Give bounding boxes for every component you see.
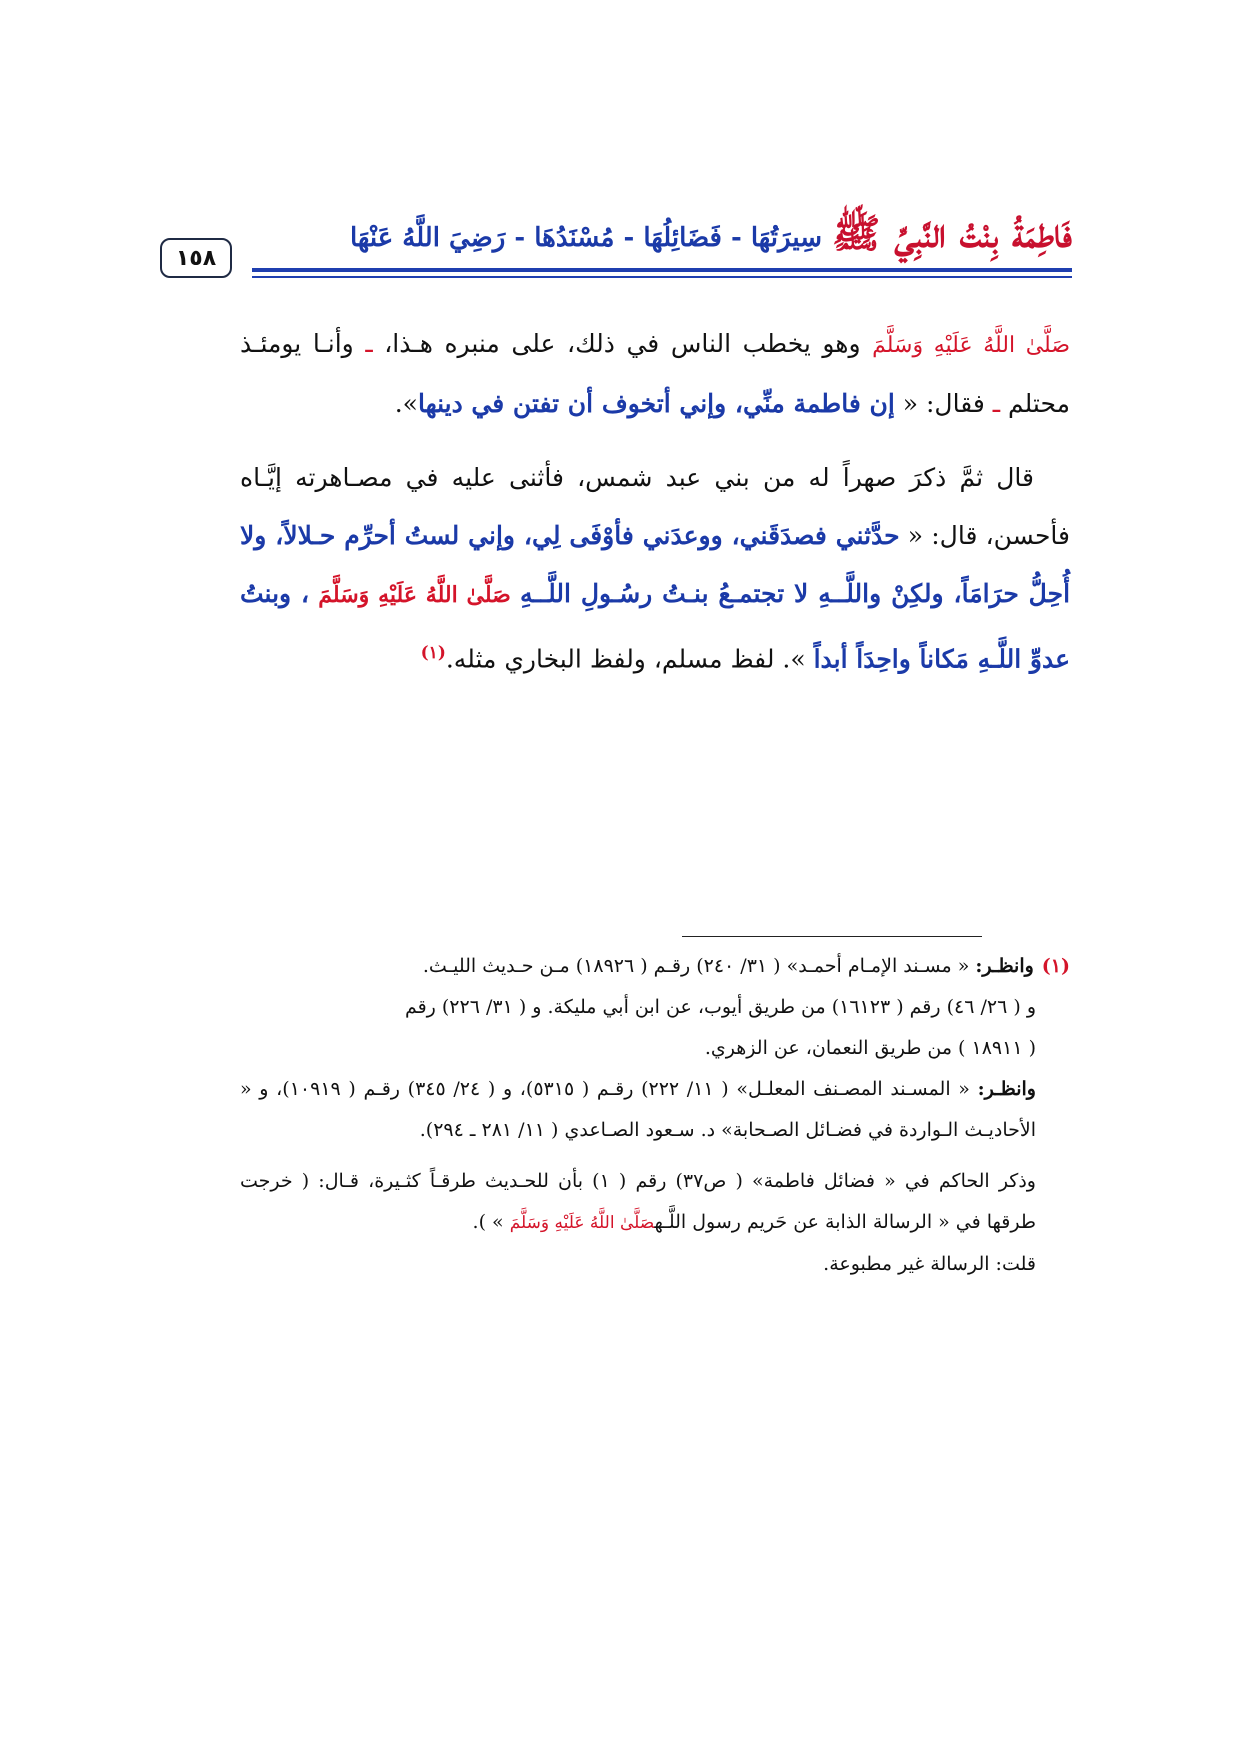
hadith-quote-1: إن فاطمة منِّي، وإني أتخوف أن تفتن في دينها bbox=[417, 389, 895, 418]
main-text bbox=[240, 315, 1070, 688]
book-title: فَاطِمَةُ بِنْتُ النَّبِيِّ ﷺ bbox=[832, 210, 1072, 257]
paragraph-2 bbox=[240, 449, 1070, 688]
header-rule-thick bbox=[252, 268, 1072, 272]
salutation-glyph: صَلَّىٰ اللَّهُ عَلَيْهِ وَسَلَّمَ bbox=[872, 333, 1071, 358]
footnote-text: « المسـند المصـنف المعلـل» ( ١١/ ٢٢٢) رقـم ( ٥٣١٥)، و ( ٢٤/ ٣٤٥) رقـم ( ١٠٩١٩)، و « الأحاديـث الـواردة في فضـائل الصـحابة» د. سـعود الصـاعدي ( ١١/ ٢٨١ ـ ٢٩٤). bbox=[240, 1078, 1036, 1141]
footnote-3 bbox=[240, 1161, 1070, 1244]
footnote-label: وانظـر: bbox=[975, 955, 1034, 977]
footnote-text: ( ١٨٩١١ ) من طريق النعمان، عن الزهري. bbox=[704, 1037, 1036, 1059]
p1-text-b: وأنـا يومئـذ محتلم bbox=[240, 329, 1070, 418]
footnote-4 bbox=[240, 1244, 1070, 1285]
p1-dash-2: ـ bbox=[992, 389, 1001, 418]
header-rule-thin bbox=[252, 276, 1072, 278]
page-number-text: ١٥٨ bbox=[175, 245, 217, 271]
p2-text-a: قال ثمَّ ذكرَ صهراً له من بني عبد شمس، فأثنى عليه في مصـاهرته إيَّـاه فأحسن، قال: « bbox=[240, 463, 1070, 550]
hadith-quote-2a: حدَّثني فصدَقَني، ووعدَني فأوْفَى لِي، وإني لستُ أحرِّم حـلالاً، ولا أُحِلُّ حرَامَاً، ولكِنْ واللَّــهِ لا تجتمـعُ بنـتُ رسُـولِ اللَّــهِ bbox=[240, 521, 1071, 608]
footnote-text: و ( ٢٦/ ٤٦) رقم ( ١٦١٢٣) من طريق أيوب، عن ابن أبي مليكة. و ( ٣١/ ٢٢٦) رقم bbox=[404, 996, 1036, 1018]
footnote-separator bbox=[682, 936, 982, 937]
footnote-text-end: » ). bbox=[472, 1211, 510, 1233]
footnote-2 bbox=[240, 1069, 1070, 1151]
footnote-number: (١) bbox=[1041, 955, 1070, 977]
p1-dash-1: ـ bbox=[365, 329, 373, 358]
page-header bbox=[160, 200, 1072, 280]
hadith-quote-2b: ، وبنتُ عدوِّ اللَّـهِ مَكاناً واحِدَاً أبداً bbox=[240, 579, 1070, 674]
p1-text-c: فقال: « bbox=[894, 389, 993, 418]
footnote-1-line-3 bbox=[240, 1028, 1070, 1069]
salutation-glyph: صَلَّىٰ اللَّهُ عَلَيْهِ وَسَلَّمَ bbox=[509, 1213, 655, 1233]
footnote-reference[interactable]: (١) bbox=[420, 643, 446, 663]
footnote-1-line-1 bbox=[240, 946, 1070, 987]
p2-text-b: ». لفظ مسلم، ولفظ البخاري مثله. bbox=[445, 644, 814, 674]
page-number bbox=[160, 238, 232, 278]
footnote-text: « مسـند الإمـام أحمـد» ( ٣١/ ٢٤٠) رقـم ( ١٨٩٢٦) مـن حـديث الليـث. bbox=[422, 955, 976, 977]
footnote-text: وذكر الحاكم في « فضائل فاطمة» ( ص٣٧) رقم ( ١) بأن للحـديث طرقـاً كثـيرة، قـال: ( خرجت طرقها في « الرسالة الذابة عن حَريم رسول اللَّـه bbox=[240, 1170, 1036, 1233]
footnote-text: قلت: الرسالة غير مطبوعة. bbox=[823, 1253, 1036, 1275]
footnote-label: وانظـر: bbox=[977, 1078, 1036, 1100]
running-title bbox=[350, 208, 1072, 268]
footnote-1-line-2 bbox=[240, 987, 1070, 1028]
salutation-glyph: صَلَّىٰ اللَّهُ عَلَيْهِ وَسَلَّمَ bbox=[318, 582, 511, 608]
p1-text-a: وهو يخطب الناس في ذلك، على منبره هـذا، bbox=[372, 329, 873, 358]
footnotes bbox=[240, 946, 1070, 1285]
book-subtitle: سِيرَتُهَا - فَضَائِلُهَا - مُسْنَدُهَا - رَضِيَ اللَّهُ عَنْهَا bbox=[349, 223, 822, 253]
p1-text-d: ». bbox=[394, 389, 418, 418]
paragraph-1 bbox=[240, 315, 1070, 433]
